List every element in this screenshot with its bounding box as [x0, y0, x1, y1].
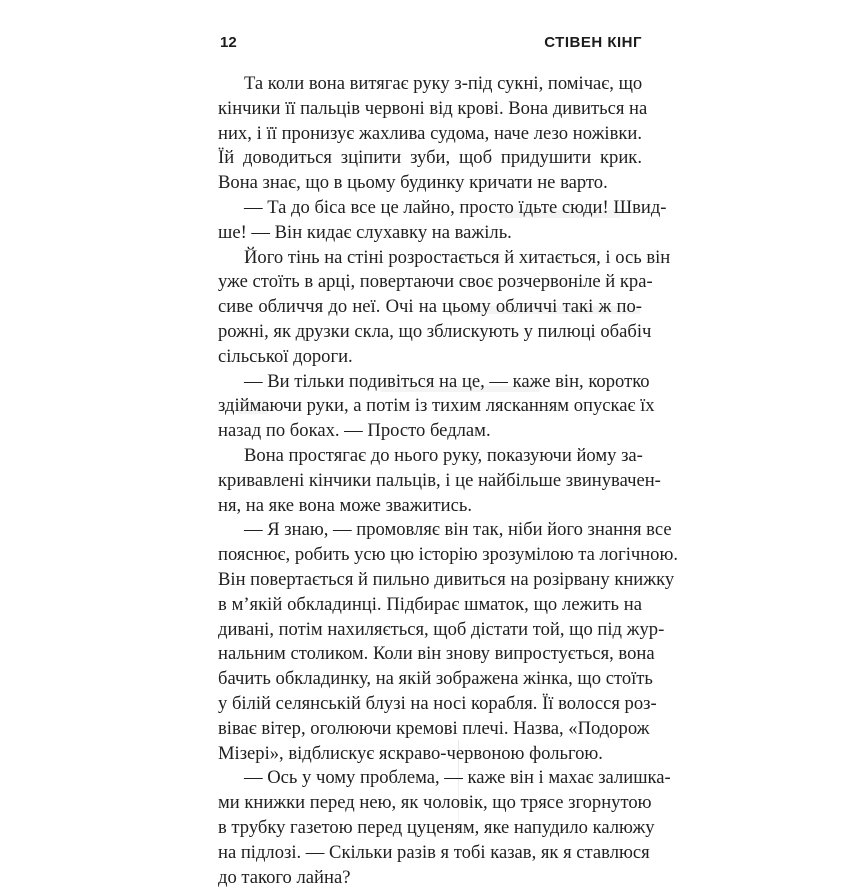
author-name: СТІВЕН КІНГ: [544, 34, 642, 51]
paragraph: [218, 72, 642, 196]
text-line: них, і її пронизує жахлива судома, наче лезо ножівки.: [218, 122, 642, 147]
text-line: ня, на яке вона може зважитись.: [218, 494, 642, 519]
text-line: Його тінь на стіні розростається й хитається, і ось він: [218, 246, 642, 271]
text-line: кінчики її пальців червоні від крові. Вона дивиться на: [218, 97, 642, 122]
paragraph: [218, 196, 642, 246]
text-line: віває вітер, оголюючи кремові плечі. Назва, «Подорож: [218, 717, 642, 742]
paragraph: [218, 370, 642, 444]
text-line: Він повертається й пильно дивиться на розірвану книжку: [218, 568, 642, 593]
text-line: в м’якій обкладинці. Підбирає шматок, що лежить на: [218, 593, 642, 618]
text-line: Вона знає, що в цьому будинку кричати не варто.: [218, 171, 642, 196]
body-text: [218, 72, 642, 890]
text-line: ми книжки перед нею, як чоловік, що трясе згорнутою: [218, 791, 642, 816]
paragraph: [218, 444, 642, 518]
text-line: рожні, як друзки скла, що зблискують у пилюці обабіч: [218, 320, 642, 345]
text-line: дивані, потім нахиляється, щоб дістати той, що під жур-: [218, 618, 642, 643]
text-line: до такого лайна?: [218, 866, 642, 890]
text-line: у білій селянській блузі на носі корабля. Її волосся роз-: [218, 692, 642, 717]
text-line: — Я знаю, — промовляє він так, ніби його знання все: [218, 518, 642, 543]
text-line: — Ви тільки подивіться на це, — каже він, коротко: [218, 370, 642, 395]
page-number: 12: [220, 34, 237, 51]
paragraph: [218, 518, 642, 766]
text-line: — Та до біса все це лайно, просто їдьте сюди! Швид-: [218, 196, 642, 221]
text-line: на підлозі. — Скільки разів я тобі казав, як я ставлюся: [218, 841, 642, 866]
text-line: пояснює, робить усю цю історію зрозумілою та логічною.: [218, 543, 642, 568]
text-line: сиве обличчя до неї. Очі на цьому обличчі такі ж по-: [218, 295, 642, 320]
paragraph: [218, 766, 642, 890]
text-line: уже стоїть в арці, повертаючи своє розчервоніле й кра-: [218, 270, 642, 295]
text-line: сільської дороги.: [218, 345, 642, 370]
text-line: в трубку газетою перед цуценям, яке напудило калюжу: [218, 816, 642, 841]
text-line: Мізері», відблискує яскраво-червоною фольгою.: [218, 742, 642, 767]
text-line: кривавлені кінчики пальців, і це найбільше звинувачен-: [218, 469, 642, 494]
text-line: Вона простягає до нього руку, показуючи йому за-: [218, 444, 642, 469]
text-line: здіймаючи руки, а потім із тихим лясканням опускає їх: [218, 394, 642, 419]
text-line: Та коли вона витягає руку з-під сукні, помічає, що: [218, 72, 642, 97]
text-line: бачить обкладинку, на якій зображена жінка, що стоїть: [218, 667, 642, 692]
paragraph: [218, 246, 642, 370]
text-line: ше! — Він кидає слухавку на важіль.: [218, 221, 642, 246]
text-line: нальним столиком. Коли він знову випростується, вона: [218, 642, 642, 667]
text-line: назад по боках. — Просто бедлам.: [218, 419, 642, 444]
text-line: Їй доводиться зціпити зуби, щоб придушити крик.: [218, 146, 642, 171]
running-head: [218, 34, 642, 54]
text-line: — Ось у чому проблема, — каже він і махає залишка-: [218, 766, 642, 791]
